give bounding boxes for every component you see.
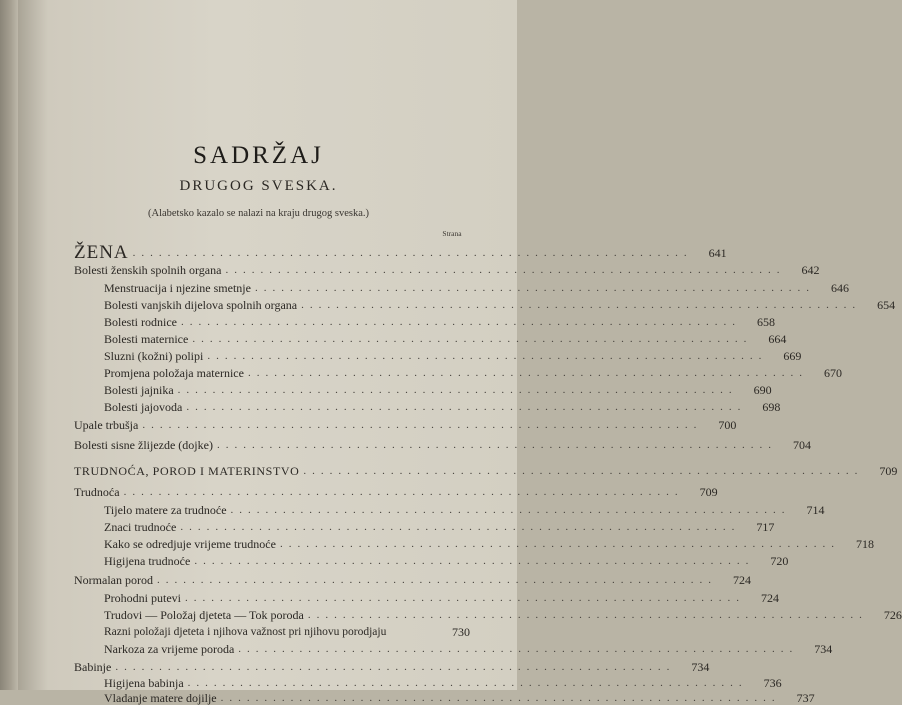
toc-page: 726	[883, 608, 902, 622]
leader-dots: ................................................................	[301, 299, 862, 311]
toc-entry	[104, 550, 789, 568]
toc-label: Bolesti vanjskih dijelova spolnih organa	[104, 298, 298, 312]
toc-page: 698	[762, 400, 781, 414]
leader-dots: ................................................................	[192, 333, 753, 345]
toc-page: 690	[753, 383, 772, 397]
toc-label: Kako se odredjuje vrijeme trudnoće	[104, 537, 276, 551]
toc-page: 658	[756, 315, 775, 329]
toc-entry	[104, 396, 781, 414]
leader-dots: ................................................................	[180, 521, 741, 533]
toc-section-heading	[74, 460, 898, 478]
leader-dots: ................................................................	[230, 504, 791, 516]
toc-entry	[74, 259, 820, 277]
toc-page: 704	[792, 438, 811, 452]
toc-page: 654	[877, 298, 896, 312]
toc-page: 641	[708, 246, 727, 260]
toc-label: Razni položaji djeteta i njihova važnost pri njihovu porodjaju	[104, 626, 387, 638]
toc-entry	[74, 414, 737, 432]
toc-label: Menstruacija i njezine smetnje	[104, 281, 251, 295]
leader-dots: ................................................................	[220, 692, 781, 704]
toc-entry	[104, 533, 874, 551]
leader-dots: ................................................................	[186, 401, 747, 413]
toc-label: Narkoza za vrijeme poroda	[104, 642, 235, 656]
toc-label: Higijena trudnoće	[104, 554, 191, 568]
toc-page: 709	[879, 464, 898, 478]
toc-label: Bolesti jajnika	[104, 383, 174, 397]
leader-dots: ................................................................	[279, 538, 840, 550]
toc-entry	[104, 379, 772, 397]
toc-label: Prohodni putevi	[104, 591, 181, 605]
toc-entry	[104, 345, 802, 363]
leader-dots: ................................................................	[156, 574, 717, 586]
toc-entry	[104, 687, 815, 705]
toc-label: Upale trbušja	[74, 418, 139, 432]
book-gutter	[0, 0, 18, 690]
toc-label: Trudnoća	[74, 485, 120, 499]
leader-dots: ................................................................	[115, 661, 676, 673]
toc-page: 734	[691, 660, 710, 674]
leader-dots: ................................................................	[225, 264, 786, 276]
toc-entry	[74, 434, 811, 452]
leader-dots: ................................................................	[142, 419, 703, 431]
leader-dots: ................................................................	[303, 465, 864, 477]
toc-page: 724	[732, 573, 751, 587]
page-subtitle: DRUGOG SVESKA.	[179, 178, 338, 194]
toc-page: 714	[806, 503, 825, 517]
toc-page: 717	[756, 520, 775, 534]
toc-entry	[104, 311, 775, 329]
leader-dots: ................................................................	[180, 316, 741, 328]
leader-dots: ................................................................	[185, 592, 745, 604]
toc-label: Trudovi — Položaj djeteta — Tok poroda	[104, 608, 304, 622]
toc-entry	[74, 569, 751, 587]
toc-page: 718	[855, 537, 874, 551]
toc-page: 720	[770, 554, 789, 568]
toc-label: Higijena babinja	[104, 676, 184, 690]
toc-label: Znaci trudnoće	[104, 520, 177, 534]
toc-label: Bolesti ženskih spolnih organa	[74, 263, 222, 277]
toc-page: 730	[452, 625, 470, 639]
toc-page: 734	[814, 642, 833, 656]
toc-label: Bolesti rodnice	[104, 315, 177, 329]
toc-label: Promjena položaja maternice	[104, 366, 244, 380]
toc-page: 642	[801, 263, 820, 277]
toc-label: Tijelo matere za trudnoće	[104, 503, 227, 517]
leader-dots: ................................................................	[194, 555, 755, 567]
toc-entry	[104, 587, 779, 605]
toc-entry	[74, 481, 718, 499]
toc-label: TRUDNOĆA, POROD I MATERINSTVO	[74, 464, 300, 478]
toc-label: ŽENA	[74, 242, 129, 263]
leader-dots: ................................................................	[254, 282, 815, 294]
toc-page: 669	[783, 349, 802, 363]
leader-dots: ................................................................	[238, 643, 799, 655]
toc-entry	[104, 328, 787, 346]
leader-dots: ................................................................	[307, 609, 868, 621]
leader-dots: ................................................................	[132, 247, 693, 259]
toc-entry	[104, 604, 902, 622]
toc-label: Babinje	[74, 660, 112, 674]
toc-page: 709	[699, 485, 718, 499]
page-title: SADRŽAJ	[193, 142, 324, 169]
toc-entry	[104, 277, 849, 295]
toc-entry-zena	[74, 238, 727, 263]
toc-label: Vladanje matere dojilje	[104, 691, 217, 705]
toc-label: Bolesti maternice	[104, 332, 189, 346]
toc-label: Normalan porod	[74, 573, 153, 587]
toc-label: Sluzni (kožni) polipi	[104, 349, 204, 363]
index-note: (Alabetsko kazalo se nalazi na kraju drugog sveska.)	[147, 208, 369, 219]
toc-entry	[104, 638, 833, 656]
toc-page: 737	[796, 691, 815, 705]
toc-entry	[104, 294, 896, 312]
toc-page: 700	[718, 418, 737, 432]
toc-label: Bolesti sisne žlijezde (dojke)	[74, 438, 213, 452]
toc-entry	[104, 362, 842, 380]
toc-page: 724	[761, 591, 779, 605]
leader-dots: ................................................................	[187, 677, 748, 689]
leader-dots: ................................................................	[247, 367, 808, 379]
leader-dots: ................................................................	[207, 350, 768, 362]
toc-entry	[104, 516, 775, 534]
toc-page: 646	[830, 281, 849, 295]
toc-page: 664	[768, 332, 787, 346]
toc-entry	[104, 499, 825, 517]
leader-dots: ................................................................	[123, 486, 684, 498]
page-column-header: Strana	[442, 229, 462, 238]
toc-entry	[104, 621, 470, 639]
leader-dots: ................................................................	[177, 384, 738, 396]
toc-label: Bolesti jajovoda	[104, 400, 183, 414]
toc-page: 736	[763, 676, 782, 690]
toc-page: 670	[823, 366, 842, 380]
leader-dots: ................................................................	[216, 439, 777, 451]
